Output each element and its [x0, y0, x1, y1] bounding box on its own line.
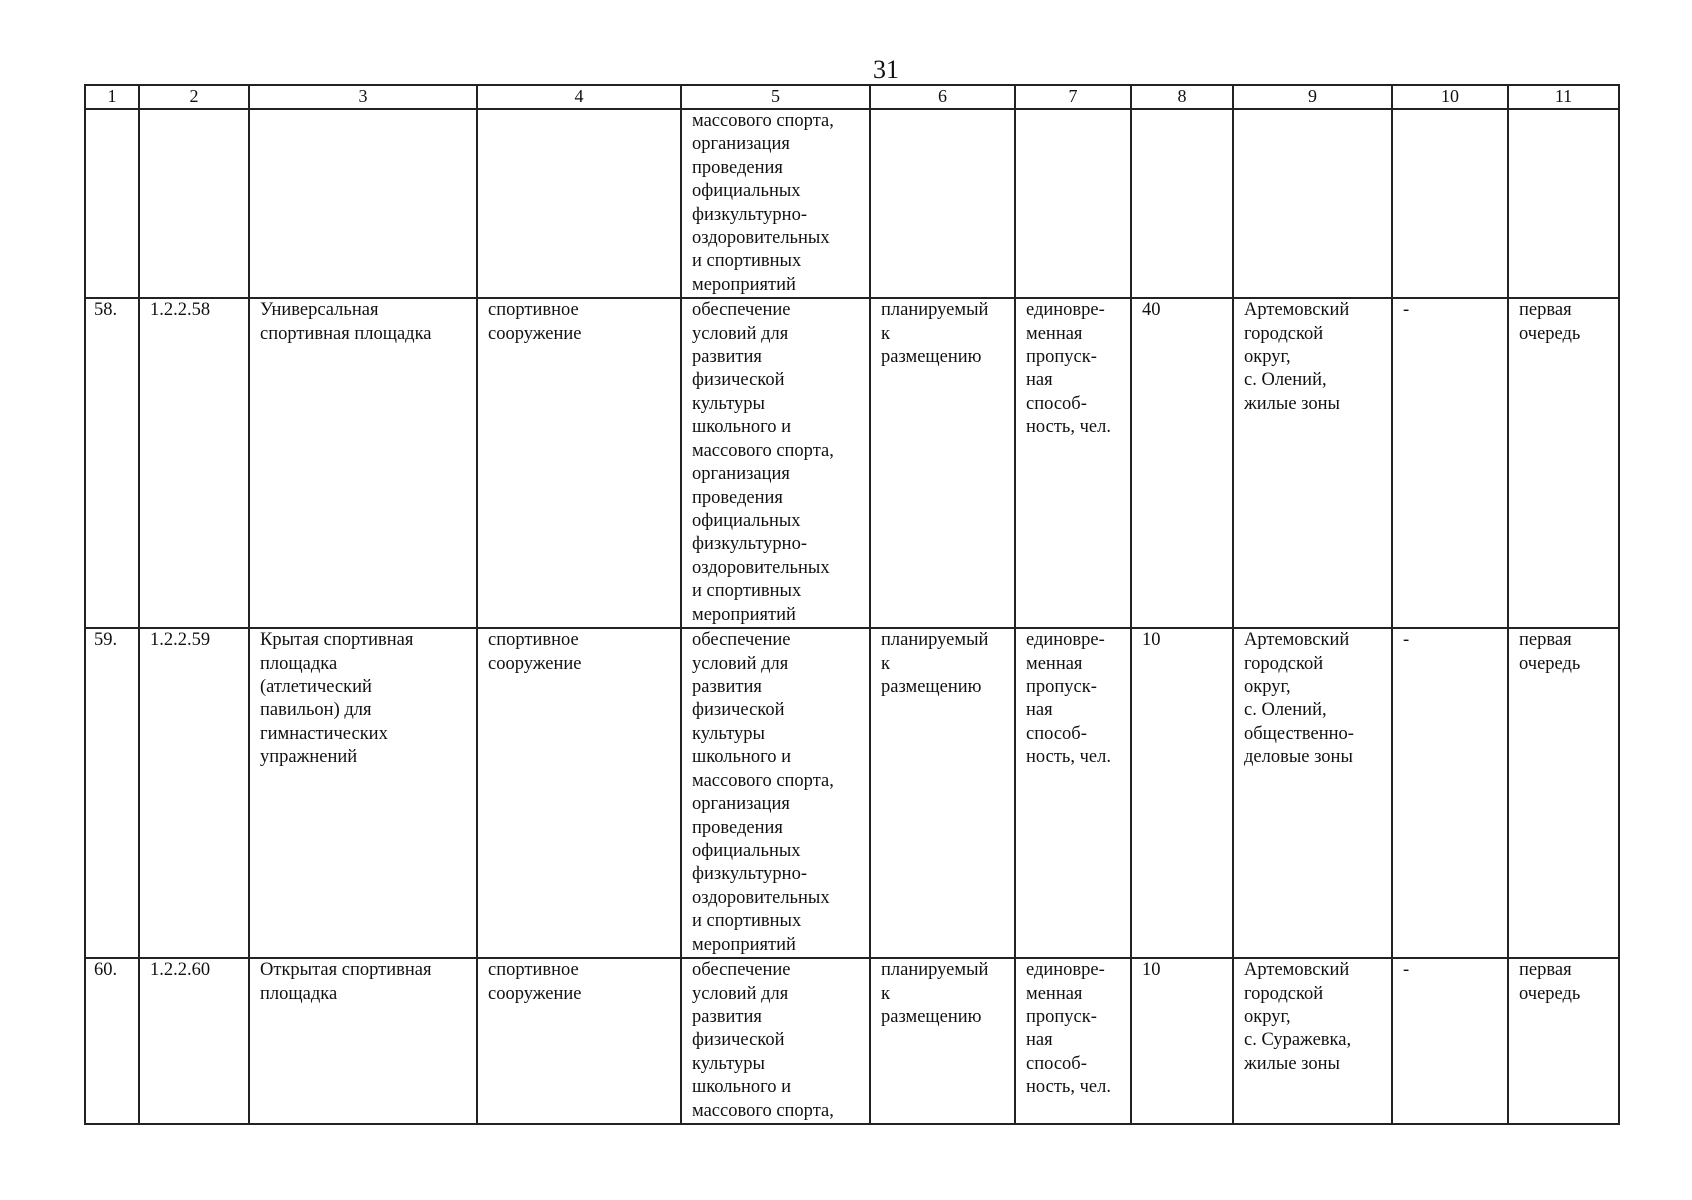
cell-zone — [1392, 109, 1508, 298]
column-number-row — [85, 85, 1619, 109]
cell-zone: - — [1392, 628, 1508, 958]
table-row — [85, 109, 1619, 298]
table-row — [85, 958, 1619, 1124]
cell-row-number — [85, 109, 139, 298]
cell-characteristic — [1015, 109, 1131, 298]
cell-value: 10 — [1131, 958, 1233, 1124]
table-row — [85, 298, 1619, 628]
page-number: 31 — [873, 55, 899, 84]
column-number: 5 — [681, 85, 870, 109]
cell-object-name: Универсальная спортивная площадка — [249, 298, 477, 628]
column-number: 11 — [1508, 85, 1619, 109]
cell-code: 1.2.2.59 — [139, 628, 249, 958]
cell-status — [870, 109, 1015, 298]
column-number: 4 — [477, 85, 681, 109]
cell-code — [139, 109, 249, 298]
cell-value — [1131, 109, 1233, 298]
cell-location: Артемовский городской округ, с. Олений, жилые зоны — [1233, 298, 1392, 628]
cell-location: Артемовский городской округ, с. Олений, общественно- деловые зоны — [1233, 628, 1392, 958]
cell-status: планируемый к размещению — [870, 298, 1015, 628]
cell-purpose: обеспечение условий для развития физической культуры школьного и массового спорта, организация проведения официальных физкультурно- оздоровительных и спортивных мероприятий — [681, 628, 870, 958]
cell-code: 1.2.2.60 — [139, 958, 249, 1124]
cell-purpose: обеспечение условий для развития физической культуры школьного и массового спорта, организация проведения официальных физкультурно- оздоровительных и спортивных мероприятий — [681, 298, 870, 628]
table-row — [85, 628, 1619, 958]
cell-stage — [1508, 109, 1619, 298]
column-number: 2 — [139, 85, 249, 109]
cell-characteristic: единовре- менная пропуск- ная способ- ность, чел. — [1015, 298, 1131, 628]
cell-object-name — [249, 109, 477, 298]
cell-row-number: 60. — [85, 958, 139, 1124]
cell-row-number: 59. — [85, 628, 139, 958]
column-number: 6 — [870, 85, 1015, 109]
cell-characteristic: единовре- менная пропуск- ная способ- ность, чел. — [1015, 958, 1131, 1124]
column-number: 8 — [1131, 85, 1233, 109]
cell-object-type: спортивное сооружение — [477, 958, 681, 1124]
cell-value: 40 — [1131, 298, 1233, 628]
objects-table — [84, 84, 1620, 1125]
cell-value: 10 — [1131, 628, 1233, 958]
cell-purpose: массового спорта, организация проведения официальных физкультурно- оздоровительных и спортивных мероприятий — [681, 109, 870, 298]
cell-status: планируемый к размещению — [870, 958, 1015, 1124]
cell-location: Артемовский городской округ, с. Суражевка, жилые зоны — [1233, 958, 1392, 1124]
cell-row-number: 58. — [85, 298, 139, 628]
cell-zone: - — [1392, 298, 1508, 628]
cell-object-type — [477, 109, 681, 298]
column-number: 1 — [85, 85, 139, 109]
column-number: 3 — [249, 85, 477, 109]
cell-location — [1233, 109, 1392, 298]
cell-object-name: Крытая спортивная площадка (атлетический павильон) для гимнастических упражнений — [249, 628, 477, 958]
cell-object-type: спортивное сооружение — [477, 298, 681, 628]
cell-object-name: Открытая спортивная площадка — [249, 958, 477, 1124]
cell-zone: - — [1392, 958, 1508, 1124]
cell-stage: первая очередь — [1508, 628, 1619, 958]
cell-stage: первая очередь — [1508, 958, 1619, 1124]
column-number: 9 — [1233, 85, 1392, 109]
cell-code: 1.2.2.58 — [139, 298, 249, 628]
cell-stage: первая очередь — [1508, 298, 1619, 628]
column-number: 7 — [1015, 85, 1131, 109]
cell-purpose: обеспечение условий для развития физической культуры школьного и массового спорта, — [681, 958, 870, 1124]
cell-status: планируемый к размещению — [870, 628, 1015, 958]
cell-object-type: спортивное сооружение — [477, 628, 681, 958]
column-number: 10 — [1392, 85, 1508, 109]
cell-characteristic: единовре- менная пропуск- ная способ- ность, чел. — [1015, 628, 1131, 958]
